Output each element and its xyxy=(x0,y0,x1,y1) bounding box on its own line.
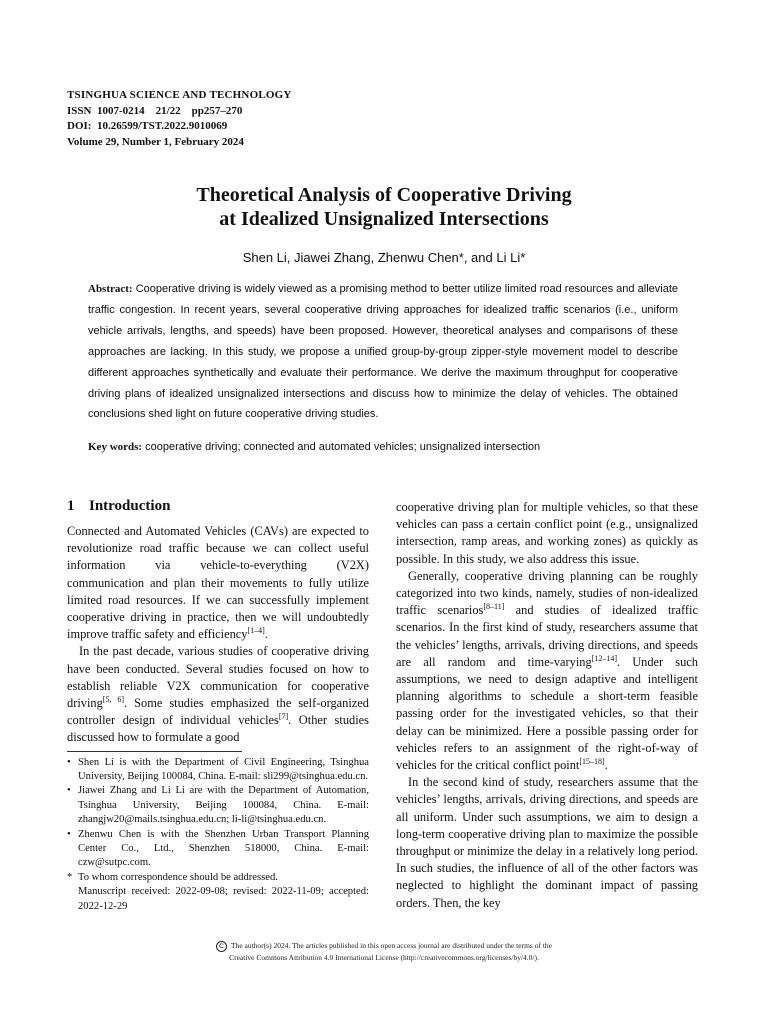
footnote-affiliation xyxy=(67,828,369,871)
citation[interactable]: [1–4] xyxy=(247,626,265,636)
license-line-2[interactable]: Creative Commons Attribution 4.0 International License (http://creativecommons.org/licenses/by/4.0/). xyxy=(229,952,539,962)
left-column xyxy=(67,495,369,914)
footnote-affiliation xyxy=(67,756,369,785)
section-title: Introduction xyxy=(89,498,171,514)
footnote-divider xyxy=(67,751,242,752)
paper-title-line1: Theoretical Analysis of Cooperative Driving xyxy=(196,184,572,206)
citation[interactable]: [5, 6] xyxy=(102,694,125,704)
footnote-affiliation xyxy=(67,784,369,827)
citation[interactable]: [15–18] xyxy=(579,756,605,766)
intro-paragraph-3: cooperative driving plan for multiple vehicles, so that these vehicles can pass a certain conflict point (e.g., unsignalized intersection, ramp areas, and working zones) as quickly as possible. In this study, we also address this issue. xyxy=(396,500,698,566)
abstract xyxy=(88,279,678,425)
keywords-label: Key words: xyxy=(88,441,143,453)
footnote-text: To whom correspondence should be addressed. xyxy=(78,871,278,883)
author-list: Shen Li, Jiawei Zhang, Zhenwu Chen*, and Li Li* xyxy=(242,250,526,265)
section-number: 1 xyxy=(67,498,75,514)
text-run: . Some studies emphasized the self-organized controller design of individual vehicles xyxy=(67,696,370,728)
keywords xyxy=(88,437,678,457)
manuscript-dates: Manuscript received: 2022-09-08; revised: 2022-11-09; accepted: 2022-12-29 xyxy=(78,886,369,912)
citation[interactable]: [8–11] xyxy=(483,602,505,612)
license-notice xyxy=(0,940,768,963)
footnote-correspondence xyxy=(67,871,369,885)
section-heading xyxy=(67,495,369,517)
bullet-icon: • xyxy=(67,828,71,840)
paper-title-line2: at Idealized Unsignalized Intersections xyxy=(219,208,549,230)
journal-header xyxy=(67,88,292,150)
footnotes xyxy=(67,756,369,914)
text-run: Connected and Automated Vehicles (CAVs) are expected to revolutionize road traffic because we can collect useful information via vehicle-to-everything (V2X) communication and plan their movements to fully utilize limited road resources. If we can successfully implement cooperative driving in practice, then we will undoubtedly improve traffic safety and efficiency xyxy=(67,524,369,642)
journal-name: TSINGHUA SCIENCE AND TECHNOLOGY xyxy=(67,89,292,101)
journal-issn: ISSN 1007-0214 21/22 pp257–270 xyxy=(67,104,243,117)
asterisk-icon: * xyxy=(67,871,73,883)
journal-doi: DOI: 10.26599/TST.2022.9010069 xyxy=(67,120,228,132)
citation[interactable]: [7] xyxy=(278,712,289,722)
footnote-text: Jiawei Zhang and Li Li are with the Department of Automation, Tsinghua University, Beijing 100084, China. E-mail: zhangjw20@mails.tsinghua.edu.cn; li-li@tsinghua.edu.cn. xyxy=(78,785,369,826)
footnote-text: Shen Li is with the Department of Civil Engineering, Tsinghua University, Beijing 100084, China. E-mail: sli299@tsinghua.edu.cn. xyxy=(78,756,369,783)
keywords-text: cooperative driving; connected and automated vehicles; unsignalized intersection xyxy=(145,441,541,453)
bullet-icon: • xyxy=(67,756,71,768)
intro-paragraph-5: In the second kind of study, researchers assume that the vehicles’ lengths, arrivals, driving directions, and speeds are all uniform. Under such assumptions, we aim to design a long-term cooperative driving plan to maximize the possible throughput or minimize the delay in a relatively long period. In such studies, the influence of all of the other factors was neglected to highlight the dominant impact of passing orders. Then, the key xyxy=(396,775,698,910)
intro-paragraph-1 xyxy=(67,523,369,643)
intro-paragraph-4 xyxy=(396,568,698,774)
copyright-icon: C xyxy=(216,941,227,952)
bullet-icon: • xyxy=(67,785,71,797)
text-run: In the past decade, various studies of cooperative driving have been conducted. Several studies focused on how to establish reliable V2X communication for cooperative driving xyxy=(67,644,369,711)
abstract-label: Abstract: xyxy=(88,283,133,295)
footnote-text: Zhenwu Chen is with the Shenzhen Urban Transport Planning Center Co., Ltd., Shenzhen 518000, China. E-mail: czw@sutpc.com. xyxy=(78,828,369,869)
text-run: . xyxy=(264,627,268,642)
text-run: . Other studies discussed how to formulate a good xyxy=(67,713,369,745)
right-column xyxy=(396,499,698,912)
text-run: Generally, cooperative driving planning can be roughly categorized into two kinds, namely, studies of non-idealized traffic scenarios xyxy=(396,568,698,618)
abstract-text: Cooperative driving is widely viewed as a promising method to better utilize limited road resources and alleviate traffic congestion. In recent years, several cooperative driving approaches for idealized traffic scenarios (i.e., uniform vehicle arrivals, lengths, and speeds) have been proposed. However, theoretical analyses and comparisons of these approaches are lacking. In this study, we propose a unified group-by-group zipper-style movement model to describe different approaches synthetically and evaluate their performance. We derive the maximum throughput for cooperative driving plans of idealized unsignalized intersections and discuss how to minimize the delay of vehicles. The obtained conclusions shed light on future cooperative driving studies. xyxy=(88,283,678,421)
text-run: . xyxy=(604,758,608,773)
intro-paragraph-2 xyxy=(67,643,369,746)
journal-volume: Volume 29, Number 1, February 2024 xyxy=(67,135,244,148)
license-line-1: The author(s) 2024. The articles published in this open access journal are distributed under the terms of the xyxy=(230,941,553,950)
text-run: and studies of idealized traffic scenarios. In the first kind of study, researchers assume that the vehicles’ lengths, arrivals, driving directions, and speeds are all random and time-varying xyxy=(396,603,698,669)
paper-title xyxy=(0,183,768,231)
text-run: . Under such assumptions, we need to design adaptive and intelligent planning algorithms to schedule a short-term feasible passing order for the investigated vehicles, so that their delay can be minimized. Here a possible passing order for vehicles refers to an assignment of the right-of-way of vehicles for the critical conflict point xyxy=(396,654,698,773)
citation[interactable]: [12–14] xyxy=(591,653,617,663)
